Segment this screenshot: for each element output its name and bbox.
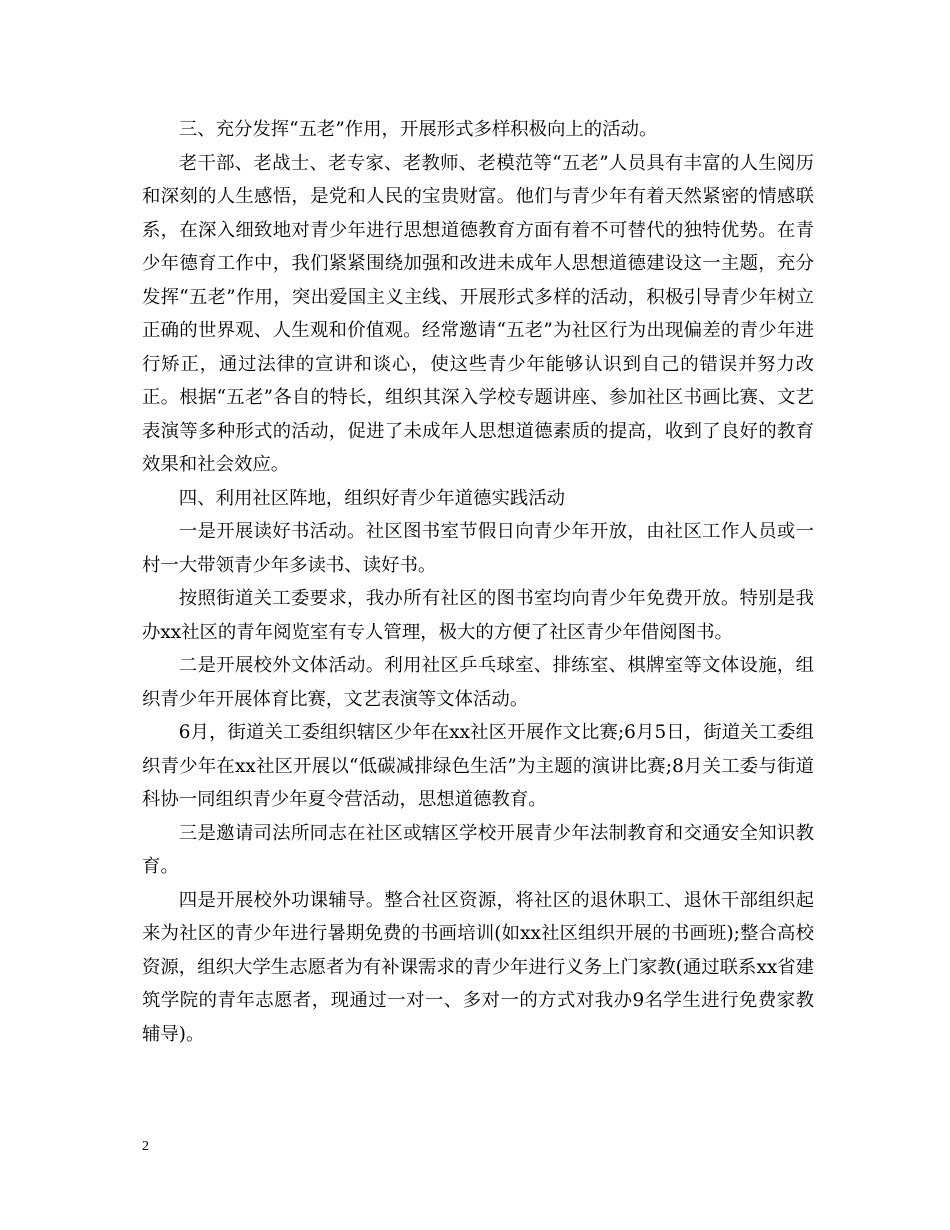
- section-heading-five-elders: 三、充分发挥“五老”作用，开展形式多样积极向上的活动。: [178, 119, 658, 140]
- paragraph-events-schedule: 6月，街道关工委组织辖区少年在xx社区开展作文比赛;6月5日，街道关工委组织青少年在xx社区开展以“低碳减排绿色生活”为主题的演讲比赛;8月关工委与街道科协一同组织青少年夏令营活动，思想道德教育。: [142, 722, 814, 810]
- page-number: 2: [142, 1139, 149, 1154]
- paragraph-legal-education: 三是邀请司法所同志在社区或辖区学校开展青少年法制教育和交通安全知识教育。: [142, 822, 814, 877]
- paragraph-five-elders-role: 老干部、老战士、老专家、老教师、老模范等“五老”人员具有丰富的人生阅历和深刻的人生感悟，是党和人民的宝贵财富。他们与青少年有着天然紧密的情感联系，在深入细致地对青少年进行思想道德教育方面有着不可替代的独特优势。在青少年德育工作中，我们紧紧围绕加强和改进未成年人思想道德建设这一主题，充分发挥“五老”作用，突出爱国主义主线、开展形式多样的活动，积极引导青少年树立正确的世界观、人生观和价值观。经常邀请“五老”为社区行为出现偏差的青少年进行矫正，通过法律的宣讲和谈心，使这些青少年能够认识到自己的错误并努力改正。根据“五老”各自的特长，组织其深入学校专题讲座、参加社区书画比赛、文艺表演等多种形式的活动，促进了未成年人思想道德素质的提高，收到了良好的教育效果和社会效应。: [142, 152, 814, 475]
- section-heading-community-practice: 四、利用社区阵地，组织好青少年道德实践活动: [178, 487, 566, 509]
- document-body: [142, 113, 814, 1051]
- paragraph-sports-culture: 二是开展校外文体活动。利用社区乒乓球室、排练室、棋牌室等文体设施，组织青少年开展体育比赛，文艺表演等文体活动。: [142, 655, 814, 710]
- paragraph-reading-activity: 一是开展读好书活动。社区图书室节假日向青少年开放，由社区工作人员或一村一大带领青少年多读书、读好书。: [142, 521, 814, 576]
- paragraph-library-open: 按照街道关工委要求，我办所有社区的图书室均向青少年免费开放。特别是我办xx社区的青年阅览室有专人管理，极大的方便了社区青少年借阅图书。: [142, 588, 814, 643]
- paragraph-tutoring: 四是开展校外功课辅导。整合社区资源，将社区的退休职工、退休干部组织起来为社区的青少年进行暑期免费的书画培训(如xx社区组织开展的书画班);整合高校资源，组织大学生志愿者为有补课需求的青少年进行义务上门家教(通过联系xx省建筑学院的青年志愿者，现通过一对一、多对一的方式对我办9名学生进行免费家教辅导)。: [142, 889, 814, 1045]
